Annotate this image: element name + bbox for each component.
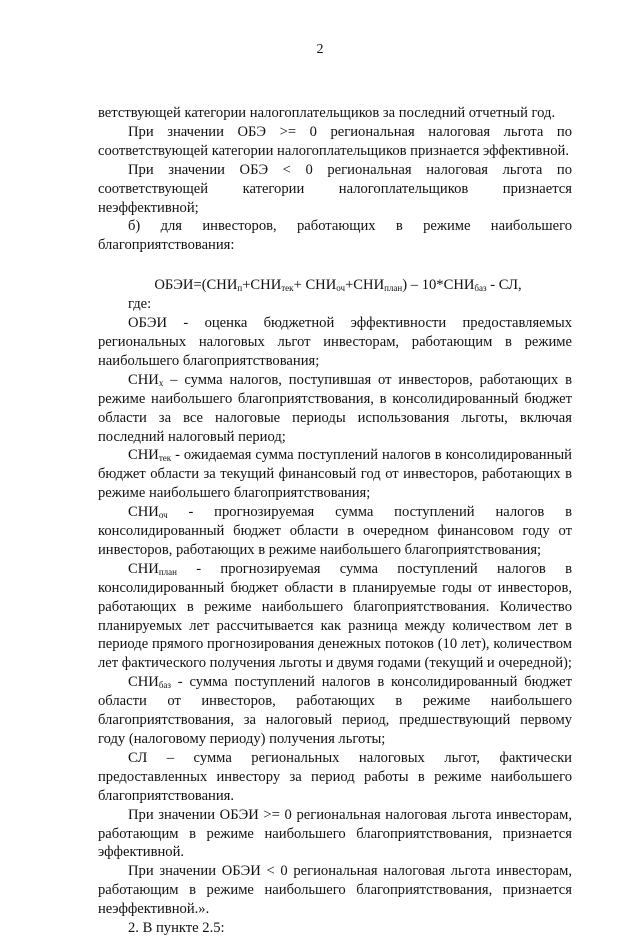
- document-body: [98, 104, 572, 938]
- term: СНИ: [128, 674, 159, 691]
- formula-part: ) – 10*СНИ: [402, 277, 475, 294]
- term: СНИ: [128, 560, 159, 577]
- formula-part: +СНИ: [242, 277, 282, 294]
- definition-text: - прогнозируемая сумма поступлений налогов в консолидированный бюджет области в планируемые годы от инвесторов, работающих в режиме наибольшего благоприятствования. Количество планируемых лет рассчитывается как разница между количеством лет в периоде прямого прогнозирования денежных потоков (10 лет), количеством лет фактического получения льготы и двумя годами (текущий и очередной);: [98, 560, 572, 672]
- term-subscript: баз: [158, 680, 171, 691]
- paragraph-obe-ineffective: При значении ОБЭ < 0 региональная налоговая льгота по соответствующей категории налогоплательщиков признается неэффективной;: [98, 161, 572, 216]
- where-label: где:: [128, 296, 152, 313]
- definition-text: – сумма налогов, поступившая от инвесторов, работающих в режиме наибольшего благоприятствования, в консолидированный бюджет области за все налоговые периоды использования льготы, включая последний налоговый период;: [98, 371, 572, 445]
- term-subscript: тек: [158, 453, 172, 464]
- paragraph-continuation: ветствующей категории налогоплательщиков за последний отчетный год.: [98, 105, 556, 121]
- definition-sni-baz: [98, 673, 572, 749]
- definition-obei: ОБЭИ - оценка бюджетной эффективности предоставляемых региональных налоговых льгот инвесторам, работающим в режиме наибольшего благоприятствования;: [98, 315, 572, 369]
- definition-text: - сумма поступлений налогов в консолидированный бюджет области от инвесторов, работающих в режиме наибольшего благоприятствования, за налоговый период, предшествующий первому году (налоговому периоду) получения льготы;: [98, 674, 572, 747]
- term: СНИ: [128, 504, 159, 521]
- formula-subscript: оч: [336, 283, 346, 294]
- paragraph-investors-intro: б) для инвесторов, работающих в режиме наибольшего благоприятствования:: [98, 218, 572, 254]
- definition-text: - ожидаемая сумма поступлений налогов в консолидированный бюджет области за текущий финансовый год от инвесторов, работающих в режиме наибольшего благоприятствования;: [98, 447, 572, 502]
- definition-sni-plan: [98, 560, 572, 673]
- paragraph-item-2-5: 2. В пункте 2.5:: [128, 920, 225, 937]
- term: СНИ: [128, 371, 159, 388]
- formula-subscript: тек: [281, 283, 294, 294]
- definition-sl: СЛ – сумма региональных налоговых льгот, фактически предоставленных инвестору за период работы в режиме наибольшего благоприятствования.: [98, 749, 572, 804]
- definition-sni-och: [98, 503, 572, 560]
- formula-subscript: п: [237, 283, 243, 294]
- formula-subscript: баз: [474, 283, 487, 294]
- formula-part: ОБЭИ=(СНИ: [154, 277, 238, 294]
- term-subscript: оч: [158, 510, 168, 521]
- definition-sni-x: [98, 371, 572, 447]
- paragraph-obe-effective: При значении ОБЭ >= 0 региональная налоговая льгота по соответствующей категории налогоплательщиков признается эффективной.: [98, 123, 572, 159]
- term-subscript: x: [158, 377, 164, 388]
- definition-text: - прогнозируемая сумма поступлений налогов в консолидированный бюджет области в очередном финансовом году от инвесторов, работающих в режиме наибольшего благоприятствования;: [98, 504, 572, 558]
- term: СНИ: [128, 447, 159, 464]
- term-subscript: план: [158, 566, 177, 577]
- formula-obei: [98, 276, 572, 295]
- paragraph-obei-effective: При значении ОБЭИ >= 0 региональная налоговая льгота инвесторам, работающим в режиме наибольшего благоприятствования, признается эффективной.: [98, 806, 572, 861]
- formula-part: +СНИ: [345, 277, 385, 294]
- paragraph-obei-ineffective: При значении ОБЭИ < 0 региональная налоговая льгота инвесторам, работающим в режиме наибольшего благоприятствования, признается неэффективной.».: [98, 863, 572, 918]
- formula-subscript: план: [384, 283, 403, 294]
- formula-part: + СНИ: [293, 277, 337, 294]
- formula-part: - СЛ,: [486, 277, 522, 294]
- page-number: 2: [316, 42, 324, 57]
- definition-sni-tek: [98, 446, 572, 503]
